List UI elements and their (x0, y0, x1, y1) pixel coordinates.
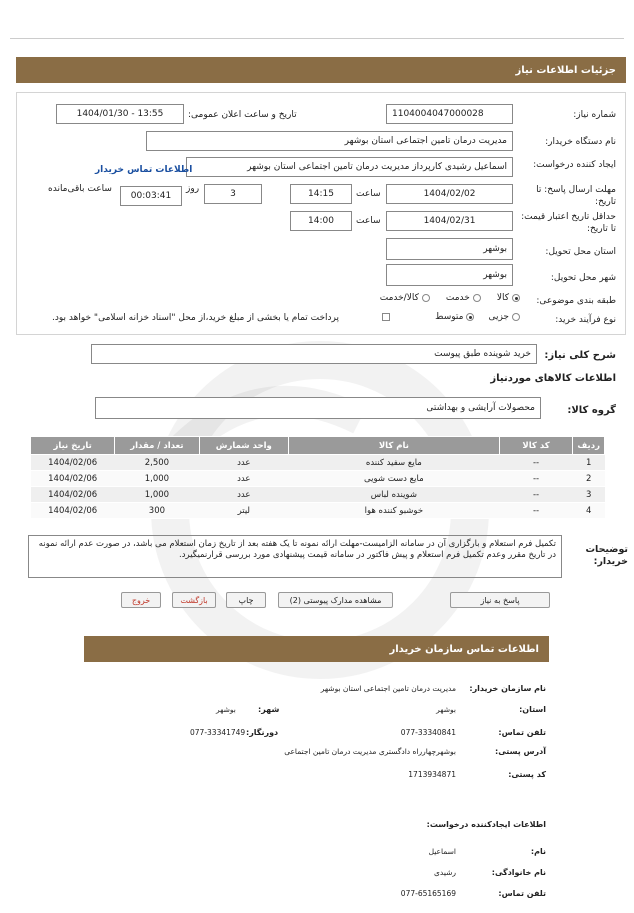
print-button[interactable]: چاپ (226, 592, 266, 608)
table-row[interactable] (31, 503, 605, 519)
creator-family-value: رشیدی (434, 868, 456, 877)
min-valid-date-field[interactable]: 1404/02/31 (386, 211, 513, 231)
summary-label: شرح کلی نیاز: (544, 350, 616, 361)
category-option-both[interactable]: کالا/خدمت (380, 293, 430, 303)
deadline-date-field[interactable]: 1404/02/02 (386, 184, 513, 204)
radio-icon[interactable] (466, 313, 474, 321)
cell-unit: عدد (199, 487, 289, 503)
province-field[interactable]: بوشهر (386, 238, 513, 260)
col-date: تاریخ نیاز (31, 437, 115, 455)
cell-qty: 1,000 (115, 487, 199, 503)
creator-family-label: نام خانوادگی: (491, 868, 546, 877)
category-radio-group (380, 293, 520, 303)
process-label: نوع فرآیند خرید: (555, 315, 616, 325)
cell-row: 2 (573, 471, 605, 487)
city-field[interactable]: بوشهر (386, 264, 513, 286)
col-code: کد کالا (499, 437, 573, 455)
contact-info-link[interactable]: اطلاعات تماس خریدار (95, 165, 193, 175)
contact-header (84, 636, 549, 662)
cell-row: 3 (573, 487, 605, 503)
col-name: نام کالا (289, 437, 500, 455)
contact-province-label: استان: (519, 705, 546, 714)
cell-name: خوشبو کننده هوا (289, 503, 500, 519)
group-label: گروه کالا: (567, 405, 616, 416)
contact-address-label: آدرس پستی: (495, 747, 546, 756)
contact-postal-value: 1713934871 (408, 770, 456, 779)
contact-phone-label: تلفن تماس: (498, 728, 546, 737)
cell-unit: لیتر (199, 503, 289, 519)
table-row[interactable] (31, 455, 605, 471)
creator-phone-label: تلفن تماس: (498, 889, 546, 898)
category-option-service[interactable]: خدمت (446, 293, 481, 303)
days-label: روز (186, 184, 200, 194)
radio-icon[interactable] (422, 294, 430, 302)
cell-row: 4 (573, 503, 605, 519)
payment-checkbox[interactable] (382, 313, 390, 321)
creator-info-title: اطلاعات ایجادکننده درخواست: (426, 820, 546, 829)
deadline-time-field[interactable]: 14:15 (290, 184, 352, 204)
cell-unit: عدد (199, 455, 289, 471)
min-valid-time-field[interactable]: 14:00 (290, 211, 352, 231)
page-title: جزئیات اطلاعات نیاز (515, 64, 616, 76)
cell-code: -- (499, 455, 573, 471)
deadline-time-label: ساعت (356, 189, 381, 199)
summary-field[interactable]: خرید شوینده طبق پیوست (91, 344, 537, 364)
cell-code: -- (499, 471, 573, 487)
table-row[interactable] (31, 487, 605, 503)
cell-qty: 1,000 (115, 471, 199, 487)
min-valid-time-label: ساعت (356, 216, 381, 226)
cell-date: 1404/02/06 (31, 487, 115, 503)
contact-fax-label: دورنگار: (246, 728, 279, 737)
process-radio-group (435, 312, 520, 322)
col-qty: تعداد / مقدار (115, 437, 199, 455)
contact-province-value: بوشهر (436, 705, 456, 714)
buyer-org-label: نام دستگاه خریدار: (545, 137, 616, 147)
remaining-label: ساعت باقی‌مانده (48, 184, 112, 194)
notes-field[interactable]: تکمیل فرم استعلام و بارگزاری آن در سامانه الزامیست-مهلت ارائه نمونه تا یک هفته بعد از تاریخ زمان استعلام می باشد، در صورت عدم ارائه نمونه در تاریخ مقرر وعدم تکمیل فرم استعلام و پیش فاکتور در سامانه قیمت پیشنهادی مورد بررسی قرارنمیگیرد. (28, 535, 562, 578)
back-button[interactable]: بازگشت (172, 592, 216, 608)
col-unit: واحد شمارش (199, 437, 289, 455)
cell-name: شوینده لباس (289, 487, 500, 503)
contact-postal-label: کد پستی: (508, 770, 546, 779)
radio-icon[interactable] (512, 313, 520, 321)
reply-button[interactable]: پاسخ به نیاز (450, 592, 550, 608)
page-header (16, 57, 626, 83)
city-label: شهر محل تحویل: (550, 273, 616, 283)
category-option-goods[interactable]: کالا (497, 293, 520, 303)
cell-qty: 300 (115, 503, 199, 519)
cell-code: -- (499, 503, 573, 519)
goods-info-title: اطلاعات کالاهای موردنیاز (490, 373, 616, 384)
cell-unit: عدد (199, 471, 289, 487)
top-divider (10, 38, 624, 39)
cell-name: مایع سفید کننده (289, 455, 500, 471)
announce-label: تاریخ و ساعت اعلان عمومی: (188, 110, 297, 120)
need-number-label: شماره نیاز: (573, 110, 616, 120)
view-docs-button[interactable]: مشاهده مدارک پیوستی (2) (278, 592, 393, 608)
deadline-label: مهلت ارسال پاسخ: تا تاریخ: (536, 185, 616, 207)
category-label: طبقه بندی موضوعی: (536, 296, 616, 306)
creator-name-value: اسماعیل (428, 847, 456, 856)
creator-phone-value: 077-65165169 (400, 889, 456, 898)
radio-icon[interactable] (473, 294, 481, 302)
cell-date: 1404/02/06 (31, 455, 115, 471)
contact-title: اطلاعات تماس سازمان خریدار (389, 643, 539, 655)
creator-label: ایجاد کننده درخواست: (533, 160, 616, 170)
contact-org-label: نام سازمان خریدار: (469, 684, 546, 693)
buyer-org-field[interactable]: مدیریت درمان تامین اجتماعی استان بوشهر (146, 131, 513, 151)
group-field[interactable]: محصولات آرایشی و بهداشتی (95, 397, 541, 419)
cell-qty: 2,500 (115, 455, 199, 471)
cell-date: 1404/02/06 (31, 471, 115, 487)
announce-field[interactable]: 1404/01/30 - 13:55 (56, 104, 184, 124)
cell-code: -- (499, 487, 573, 503)
table-header-row (31, 437, 605, 455)
cell-row: 1 (573, 455, 605, 471)
creator-field[interactable]: اسماعیل رشیدی کارپرداز مدیریت درمان تامین اجتماعی استان بوشهر (186, 157, 513, 177)
min-valid-label: حداقل تاریخ اعتبار قیمت: تا تاریخ: (521, 212, 616, 234)
contact-org-value: مدیریت درمان تامین اجتماعی استان بوشهر (320, 684, 456, 693)
contact-city-label: شهر: (258, 705, 280, 714)
items-table (30, 436, 605, 519)
contact-phone-value: 077-33340841 (400, 728, 456, 737)
contact-city-value: بوشهر (216, 705, 236, 714)
contact-fax-value: 077-33341749 (190, 728, 246, 737)
process-option-medium[interactable]: متوسط (435, 312, 474, 322)
creator-name-label: نام: (530, 847, 546, 856)
days-field[interactable]: 3 (204, 184, 262, 204)
process-option-minor[interactable]: جزیی (488, 312, 520, 322)
notes-label: توضیحات خریدار: (585, 544, 628, 567)
province-label: استان محل تحویل: (545, 247, 616, 257)
items-table-wrapper (30, 436, 605, 519)
need-number-field[interactable]: 1104004047000028 (386, 104, 513, 124)
remaining-time-field[interactable]: 00:03:41 (120, 186, 182, 206)
contact-address-value: بوشهرچهارراه دادگستری مدیریت درمان تامین اجتماعی (284, 747, 456, 756)
radio-icon[interactable] (512, 294, 520, 302)
col-row: ردیف (573, 437, 605, 455)
table-row[interactable] (31, 471, 605, 487)
payment-note: پرداخت تمام یا بخشی از مبلغ خرید،از محل "اسناد خزانه اسلامی" خواهد بود. (52, 313, 340, 323)
cell-name: مایع دست شویی (289, 471, 500, 487)
cell-date: 1404/02/06 (31, 503, 115, 519)
exit-button[interactable]: خروج (121, 592, 161, 608)
